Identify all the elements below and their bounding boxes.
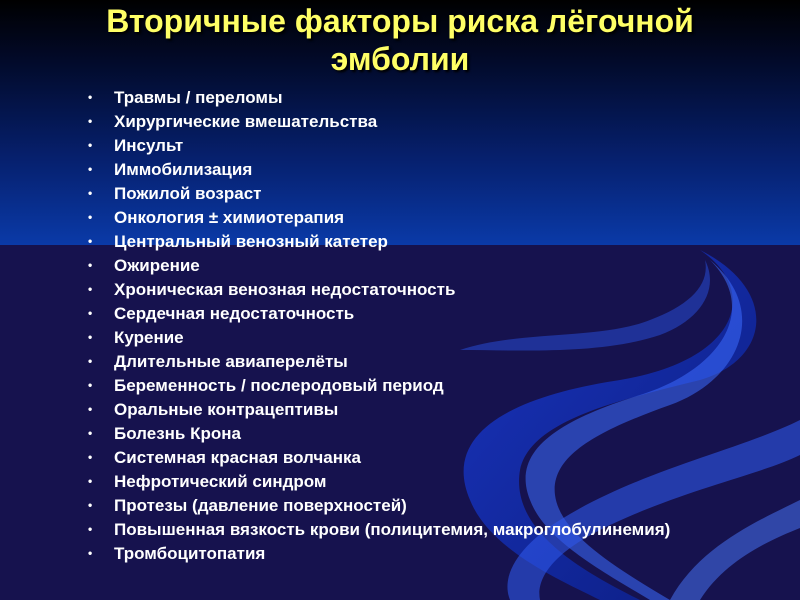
list-item	[88, 422, 788, 446]
risk-factor-list	[88, 86, 788, 566]
list-item	[88, 134, 788, 158]
list-item-text: Хроническая венозная недостаточность	[114, 280, 456, 299]
list-item	[88, 110, 788, 134]
bullet-icon: •	[88, 450, 93, 464]
list-item	[88, 350, 788, 374]
list-item-text: Центральный венозный катетер	[114, 232, 388, 251]
list-item-text: Нефротический синдром	[114, 472, 327, 491]
list-item	[88, 254, 788, 278]
list-item-text: Оральные контрацептивы	[114, 400, 339, 419]
bullet-icon: •	[88, 354, 93, 368]
bullet-icon: •	[88, 138, 93, 152]
bullet-icon: •	[88, 258, 93, 272]
list-item-text: Длительные авиаперелёты	[114, 352, 348, 371]
bullet-icon: •	[88, 474, 93, 488]
bullet-icon: •	[88, 210, 93, 224]
list-item-text: Ожирение	[114, 256, 200, 275]
list-item	[88, 470, 788, 494]
list-item-text: Сердечная недостаточность	[114, 304, 355, 323]
list-item	[88, 86, 788, 110]
list-item	[88, 446, 788, 470]
bullet-icon: •	[88, 114, 93, 128]
list-item-text: Повышенная вязкость крови (полицитемия, макроглобулинемия)	[114, 520, 671, 539]
list-item	[88, 278, 788, 302]
list-item	[88, 398, 788, 422]
slide-title-line-2: эмболии	[330, 41, 470, 77]
list-item-text: Хирургические вмешательства	[114, 112, 378, 131]
bullet-icon: •	[88, 330, 93, 344]
list-item-text: Онкология ± химиотерапия	[114, 208, 345, 227]
list-item	[88, 230, 788, 254]
bullet-icon: •	[88, 306, 93, 320]
list-item	[88, 182, 788, 206]
bullet-icon: •	[88, 186, 93, 200]
list-item	[88, 206, 788, 230]
bullet-icon: •	[88, 498, 93, 512]
list-item-text: Травмы / переломы	[114, 88, 283, 107]
bullet-icon: •	[88, 522, 93, 536]
bullet-icon: •	[88, 282, 93, 296]
bullet-icon: •	[88, 90, 93, 104]
list-item-text: Болезнь Крона	[114, 424, 241, 443]
list-item	[88, 158, 788, 182]
slide-title	[0, 2, 800, 78]
list-item-text: Курение	[114, 328, 184, 347]
list-item	[88, 494, 788, 518]
list-item-text: Иммобилизация	[114, 160, 253, 179]
list-item-text: Беременность / послеродовый период	[114, 376, 444, 395]
list-item	[88, 302, 788, 326]
list-item-text: Пожилой возраст	[114, 184, 262, 203]
bullet-icon: •	[88, 162, 93, 176]
slide-title-line-1: Вторичные факторы риска лёгочной	[106, 3, 694, 39]
bullet-icon: •	[88, 378, 93, 392]
list-item	[88, 518, 788, 542]
list-item	[88, 374, 788, 398]
bullet-icon: •	[88, 546, 93, 560]
bullet-icon: •	[88, 426, 93, 440]
list-item-text: Инсульт	[114, 136, 184, 155]
list-item-text: Протезы (давление поверхностей)	[114, 496, 407, 515]
list-item-text: Тромбоцитопатия	[114, 544, 266, 563]
list-item	[88, 542, 788, 566]
bullet-icon: •	[88, 402, 93, 416]
list-item	[88, 326, 788, 350]
bullet-icon: •	[88, 234, 93, 248]
list-item-text: Системная красная волчанка	[114, 448, 361, 467]
